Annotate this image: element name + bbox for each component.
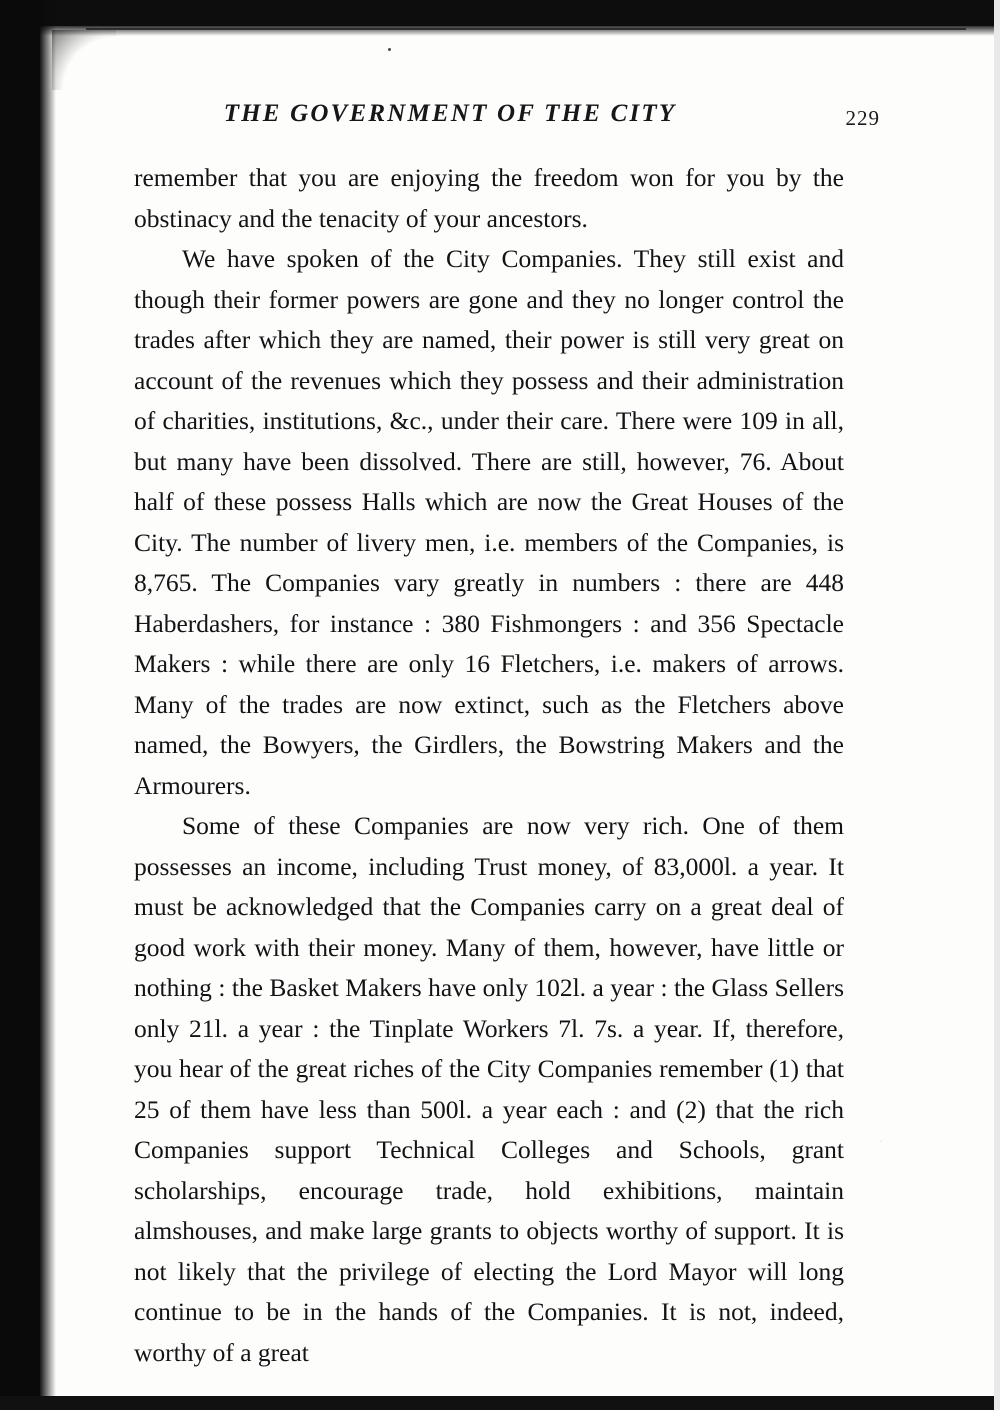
scan-edge-bottom <box>0 1396 1000 1410</box>
page-number: 229 <box>845 106 880 130</box>
running-head <box>120 100 880 140</box>
paragraph-3: Some of these Companies are now very rich. One of them possesses an income, including Trust money, of 83,000l. a year. It must be acknowledged that the Companies carry on a great deal of good work with their money. Many of them, however, have little or nothing : the Basket Makers have only 102l. a year : the Glass Sellers only 21l. a year : the Tinplate Workers 7l. 7s. a year. If, therefore, you hear of the great riches of the City Companies remember (1) that 25 of them have less than 500l. a year each : and (2) that the rich Companies support Technical Colleges and Schools, grant scholarships, encourage trade, hold exhibitions, maintain almshouses, and make large grants to objects worthy of support. It is not likely that the privilege of electing the Lord Mayor will long continue to be in the hands of the Companies. It is not, indeed, worthy of a great <box>134 811 844 1367</box>
paragraph-2: We have spoken of the City Companies. They still exist and though their former powers are gone and they no longer control the trades after which they are named, their power is still very great on account of the revenues which they possess and their administration of charities, institutions, &c., under their care. There were 109 in all, but many have been dissolved. There are still, however, 76. About half of these possess Halls which are now the Great Houses of the City. The number of livery men, i.e. members of the Companies, is 8,765. The Companies vary greatly in numbers : there are 448 Haberdashers, for instance : 380 Fishmongers : and 356 Spectacle Makers : while there are only 16 Fletchers, i.e. makers of arrows. Many of the trades are now extinct, such as the Fletchers above named, the Bowyers, the Girdlers, the Bowstring Makers and the Armourers. <box>134 244 844 800</box>
body-text-column <box>134 158 844 1373</box>
page-corner-shadow <box>52 30 116 90</box>
page-title: THE GOVERNMENT OF THE CITY <box>223 100 677 127</box>
scan-edge-left <box>0 0 40 1410</box>
scan-edge-top <box>0 0 1000 26</box>
ink-speck-top <box>388 48 391 51</box>
paragraph-1: remember that you are enjoying the freedom won for you by the obstinacy and the tenacity of your ancestors. <box>134 163 844 233</box>
scan-edge-right <box>994 0 1000 1410</box>
